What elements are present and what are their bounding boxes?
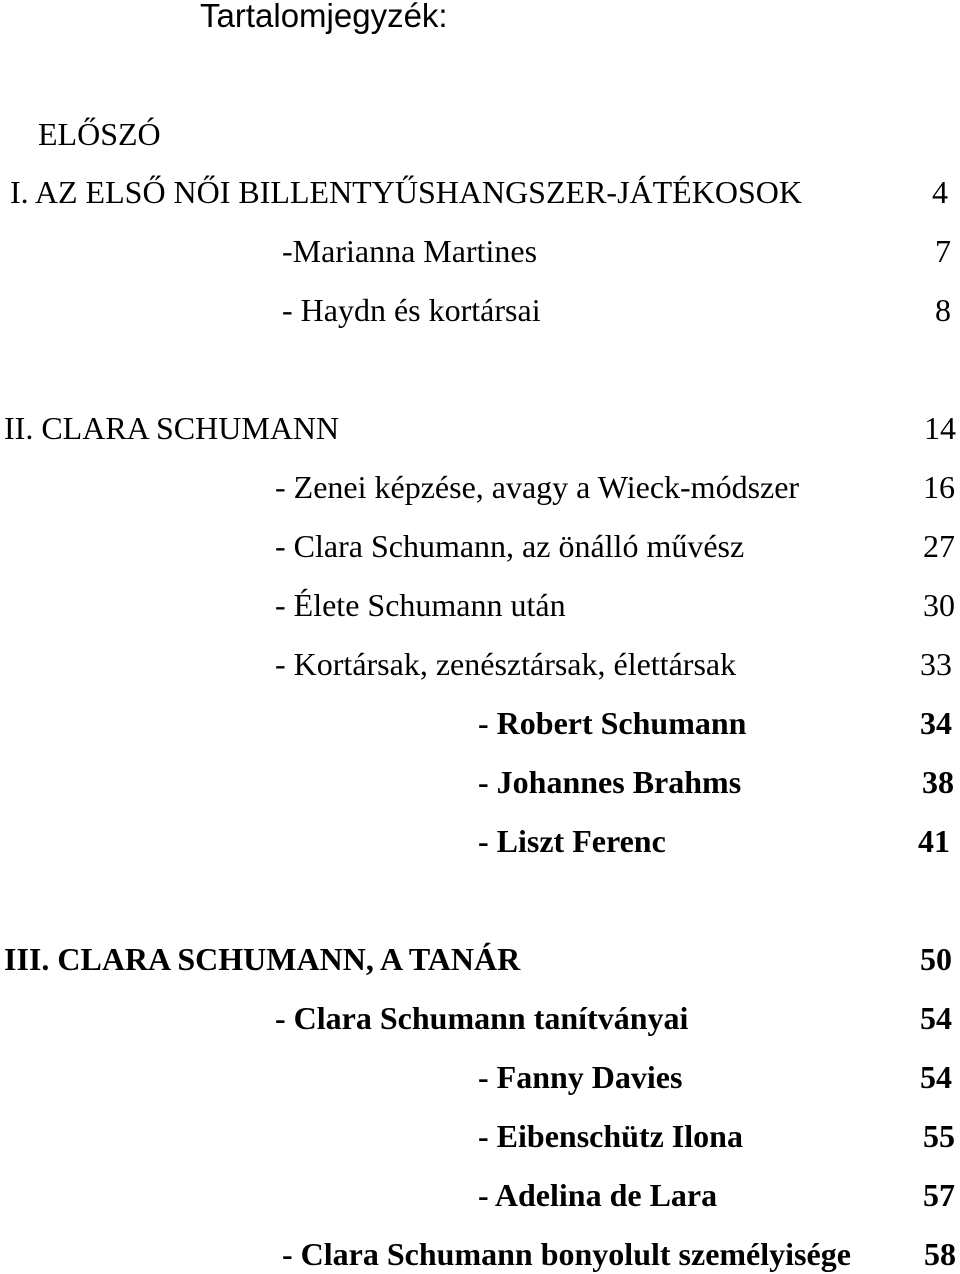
toc-heading: Tartalomjegyzék:: [200, 0, 448, 34]
toc-subentry: [478, 1175, 955, 1215]
toc-subentry: [478, 762, 954, 802]
toc-entry-label: - Eibenschütz Ilona: [478, 1118, 743, 1154]
toc-page-number: 7: [935, 233, 951, 269]
toc-entry-label: - Johannes Brahms: [478, 764, 742, 800]
toc-entry-label: - Kortársak, zenésztársak, élettársak: [275, 646, 737, 682]
toc-entry-label: - Élete Schumann után: [275, 587, 566, 623]
toc-entry: [275, 644, 952, 684]
toc-entry-label: ELŐSZÓ: [38, 116, 161, 152]
toc-page-number: 57: [923, 1177, 955, 1213]
toc-chapter-title: II. CLARA SCHUMANN: [4, 410, 340, 446]
toc-page-number: 55: [923, 1118, 955, 1154]
toc-page-number: 34: [920, 705, 952, 741]
toc-entry-label: - Robert Schumann: [478, 705, 747, 741]
toc-page-number: 30: [923, 587, 955, 623]
toc-page-number: 27: [923, 528, 955, 564]
toc-page-number: 33: [920, 646, 952, 682]
toc-entry-label: - Haydn és kortársai: [282, 292, 541, 328]
toc-entry-label: - Clara Schumann, az önálló művész: [275, 528, 745, 564]
toc-entry: [275, 998, 952, 1038]
toc-chapter-1: [10, 172, 948, 212]
toc-entry: [275, 467, 955, 507]
toc-subentry: [478, 703, 952, 743]
toc-page-number: 38: [922, 764, 954, 800]
toc-entry-label: - Zenei képzése, avagy a Wieck-módszer: [275, 469, 800, 505]
toc-entry-label: - Liszt Ferenc: [478, 823, 666, 859]
toc-chapter-title: III. CLARA SCHUMANN, A TANÁR: [4, 941, 521, 977]
toc-entry-label: - Clara Schumann tanítványai: [275, 1000, 689, 1036]
toc-entry: [275, 585, 955, 625]
toc-chapter-title: I. AZ ELSŐ NŐI BILLENTYŰSHANGSZER-JÁTÉKOSOK: [10, 174, 802, 210]
toc-subentry: [478, 1116, 955, 1156]
toc-chapter-3: [4, 939, 952, 979]
toc-page-number: 4: [932, 174, 948, 210]
toc-entry-preface: [38, 114, 338, 154]
toc-page-number: 8: [935, 292, 951, 328]
toc-entry-label: -Marianna Martines: [282, 233, 538, 269]
toc-entry: [282, 231, 951, 271]
toc-entry-label: - Fanny Davies: [478, 1059, 683, 1095]
toc-subentry: [478, 1057, 952, 1097]
toc-page-number: 54: [920, 1059, 952, 1095]
toc-page-number: 50: [920, 941, 952, 977]
toc-page-number: 58: [924, 1236, 956, 1272]
toc-entry: [275, 526, 955, 566]
toc-entry-label: - Clara Schumann bonyolult személyisége: [282, 1236, 851, 1272]
toc-page-number: 16: [923, 469, 955, 505]
toc-page-number: 14: [924, 410, 956, 446]
toc-entry: [282, 1234, 956, 1274]
toc-page-number: 54: [920, 1000, 952, 1036]
toc-subentry: [478, 821, 950, 861]
toc-chapter-2: [4, 408, 956, 448]
toc-page-number: 41: [918, 823, 950, 859]
toc-entry: [282, 290, 951, 330]
toc-entry-label: - Adelina de Lara: [478, 1177, 718, 1213]
